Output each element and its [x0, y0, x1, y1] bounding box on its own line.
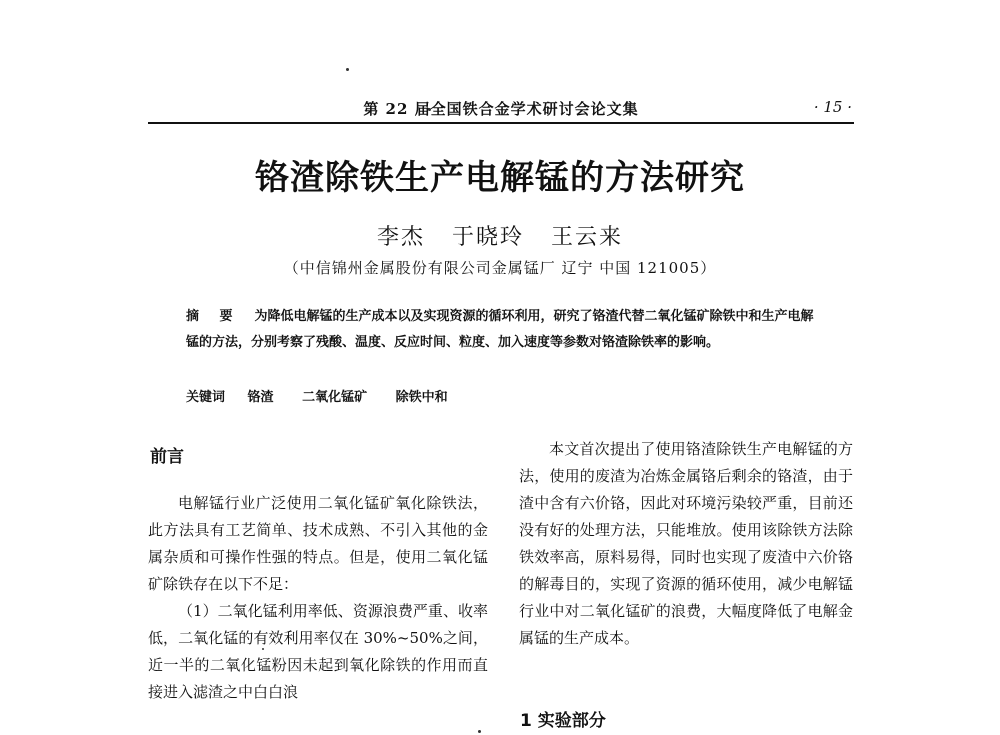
paper-title: 铬渣除铁生产电解锰的方法研究: [255, 158, 745, 198]
body-paragraph: （1）二氧化锰利用率低、资源浪费严重、收率低，二氧化锰的有效利用率仅在 30%~50%之间，近一半的二氧化锰粉因未起到氧化除铁的作用而直接进入滤渣之中白白浪: [148, 602, 488, 701]
section-heading-preface: 前言: [150, 447, 184, 467]
abstract-label: 摘 要: [186, 309, 241, 324]
abstract-text: 为降低电解锰的生产成本以及实现资源的循环利用，研究了铬渣代替二氧化锰矿除铁中和生产电解锰的方法，分别考察了残酸、温度、反应时间、粒度、加入速度等参数对铬渣除铁率的影响。: [186, 309, 814, 350]
affiliation: （中信锦州金属股份有限公司金属锰厂 辽宁 中国 121005）: [283, 259, 717, 277]
page-number: · 15 ·: [813, 98, 852, 116]
keyword: 铬渣: [247, 390, 274, 405]
authors: 李杰 于晓玲 王云来: [377, 225, 623, 250]
keyword: 除铁中和: [395, 390, 448, 405]
section-heading-experimental: 1 实验部分: [520, 711, 606, 731]
left-column: [148, 490, 488, 706]
keywords: [186, 386, 826, 405]
body-paragraph: 电解锰行业广泛使用二氧化锰矿氧化除铁法，此方法具有工艺简单、技术成熟、不引入其他的金属杂质和可操作性强的特点。但是，使用二氧化锰矿除铁存在以下不足：: [148, 494, 488, 593]
scan-speck: [346, 68, 349, 71]
scan-speck: [478, 730, 481, 733]
right-column: [519, 436, 853, 652]
running-header: [148, 96, 854, 124]
abstract: [186, 304, 826, 356]
running-title: 第 22 届全国铁合金学术研讨会论文集: [363, 100, 639, 118]
keywords-label: 关键词: [186, 390, 226, 405]
keyword: 二氧化锰矿: [302, 390, 368, 405]
body-paragraph: 本文首次提出了使用铬渣除铁生产电解锰的方法，使用的废渣为冶炼金属铬后剩余的铬渣，由于渣中含有六价铬，因此对环境污染较严重，目前还没有好的处理方法，只能堆放。使用该除铁方法除铁效率高，原料易得，同时也实现了废渣中六价铬的解毒目的，实现了资源的循环使用，减少电解锰行业中对二氧化锰矿的浪费，大幅度降低了电解金属锰的生产成本。: [519, 440, 853, 647]
